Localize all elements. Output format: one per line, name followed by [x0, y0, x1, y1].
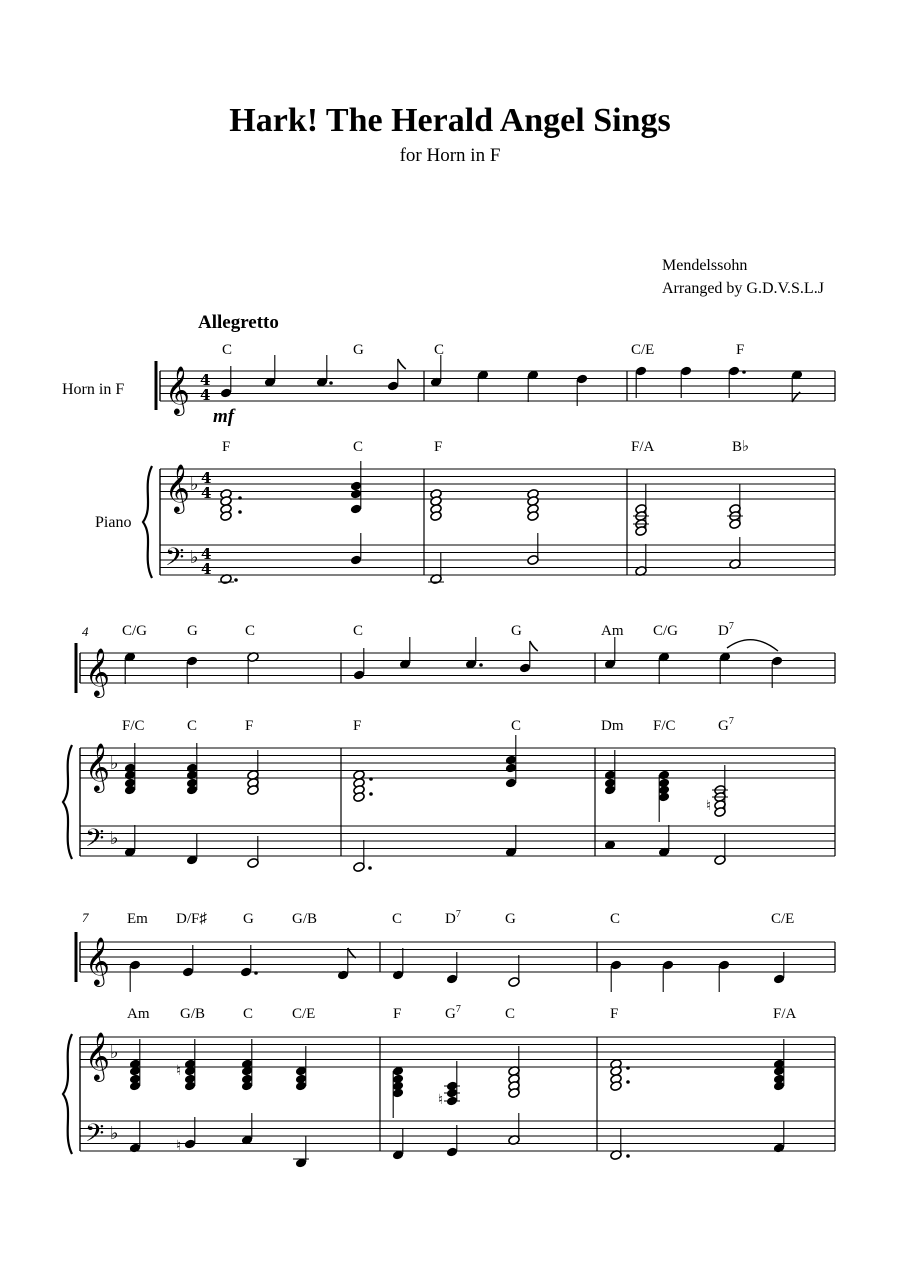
natural-accidental-icon: ♮ — [706, 798, 712, 814]
chord-symbol: G — [243, 911, 254, 927]
chord-symbol: F — [434, 439, 443, 455]
time-signature: 4 — [200, 371, 211, 389]
chord-symbol: C/E — [292, 1006, 316, 1022]
time-signature: 4 — [200, 386, 211, 404]
chord-symbol: C/G — [122, 623, 148, 639]
chord-symbol: Am — [127, 1006, 150, 1022]
chord-symbol: C — [222, 342, 233, 358]
composer: Mendelssohn — [662, 257, 748, 274]
chord-symbol: F — [353, 718, 362, 734]
time-signature: 4 — [201, 484, 212, 502]
chord-symbol: F — [245, 718, 254, 734]
flat-key-signature-icon: ♭ — [190, 547, 199, 568]
chord-symbol: G — [505, 911, 516, 927]
augmentation-dot — [369, 792, 373, 796]
slur — [727, 640, 778, 651]
chord-symbol: F — [736, 342, 745, 358]
piano-brace — [63, 745, 72, 859]
chord-symbol: C — [434, 342, 445, 358]
treble-clef-icon: 𝄞 — [165, 463, 190, 512]
augmentation-dot — [742, 370, 746, 374]
piano-brace — [143, 466, 152, 578]
chord-symbol: $D^7$ — [718, 621, 734, 639]
chord-symbol: C — [353, 623, 364, 639]
time-signature: 4 — [201, 469, 212, 487]
chord-symbol: F — [610, 1006, 619, 1022]
chord-symbol: C — [511, 718, 522, 734]
chord-symbol: C — [245, 623, 256, 639]
chord-symbol: D/F♯ — [176, 911, 207, 927]
chord-symbol: Am — [601, 623, 624, 639]
treble-clef-icon: 𝄞 — [85, 647, 110, 696]
natural-accidental-icon: ♮ — [176, 1063, 182, 1079]
dynamic-marking: mf — [213, 406, 235, 427]
note-flag — [398, 359, 406, 369]
note-flag — [530, 641, 538, 651]
chord-symbol: G/B — [292, 911, 318, 927]
chord-symbol: C/E — [771, 911, 795, 927]
bass-clef-icon: 𝄢 — [165, 543, 185, 578]
augmentation-dot — [479, 663, 483, 667]
chord-symbol: $D^7$ — [445, 909, 461, 927]
chord-symbol: Em — [127, 911, 148, 927]
treble-clef-icon: 𝄞 — [85, 936, 110, 985]
bass-clef-icon: 𝄢 — [85, 824, 105, 859]
score-title: Hark! The Herald Angel Sings — [229, 102, 671, 139]
tempo-marking: Allegretto — [198, 312, 279, 333]
chord-symbol: Dm — [601, 718, 624, 734]
augmentation-dot — [254, 971, 258, 975]
instrument-label-piano: Piano — [95, 514, 132, 531]
chord-symbol: F — [393, 1006, 402, 1022]
augmentation-dot — [626, 1154, 630, 1158]
chord-symbol: F/A — [631, 439, 655, 455]
augmentation-dot — [626, 1080, 630, 1084]
piano-brace — [63, 1034, 72, 1154]
time-signature: 4 — [201, 545, 212, 563]
measure-number: 4 — [82, 624, 89, 639]
chord-symbol: F/A — [773, 1006, 797, 1022]
flat-key-signature-icon: ♭ — [110, 1042, 119, 1063]
chord-symbol: C — [505, 1006, 516, 1022]
chord-symbol: C — [353, 439, 364, 455]
flat-key-signature-icon: ♭ — [110, 753, 119, 774]
score-subtitle: for Horn in F — [399, 145, 501, 166]
augmentation-dot — [238, 510, 242, 514]
treble-clef-icon: 𝄞 — [85, 1031, 110, 1080]
chord-symbol: G — [511, 623, 522, 639]
chord-symbol: C — [610, 911, 621, 927]
flat-key-signature-icon: ♭ — [110, 1123, 119, 1144]
flat-key-signature-icon: ♭ — [190, 474, 199, 495]
chord-symbol: F — [222, 439, 231, 455]
chord-symbol: C — [187, 718, 198, 734]
chord-symbol: C/G — [653, 623, 679, 639]
chord-symbol: C — [392, 911, 403, 927]
augmentation-dot — [369, 777, 373, 781]
treble-clef-icon: 𝄞 — [165, 365, 190, 414]
augmentation-dot — [234, 578, 238, 582]
chord-symbol: F/C — [653, 718, 676, 734]
augmentation-dot — [329, 381, 333, 385]
natural-accidental-icon: ♮ — [176, 1138, 182, 1154]
arranger: Arranged by G.D.V.S.L.J — [662, 280, 824, 297]
natural-accidental-icon: ♮ — [438, 1092, 444, 1108]
bass-clef-icon: 𝄢 — [85, 1119, 105, 1154]
flat-key-signature-icon: ♭ — [110, 828, 119, 849]
chord-symbol: C/E — [631, 342, 655, 358]
measure-number: 7 — [82, 910, 89, 925]
augmentation-dot — [368, 866, 372, 870]
chord-symbol: G — [187, 623, 198, 639]
chord-symbol: G/B — [180, 1006, 206, 1022]
chord-symbol: $G^7$ — [718, 716, 734, 734]
chord-symbol: $G^7$ — [445, 1004, 461, 1022]
augmentation-dot — [626, 1066, 630, 1070]
chord-symbol: B♭ — [732, 439, 750, 455]
augmentation-dot — [238, 496, 242, 500]
chord-symbol: F/C — [122, 718, 145, 734]
chord-symbol: C — [243, 1006, 254, 1022]
treble-clef-icon: 𝄞 — [85, 742, 110, 791]
chord-symbol: G — [353, 342, 364, 358]
instrument-label-horn: Horn in F — [62, 381, 125, 398]
time-signature: 4 — [201, 560, 212, 578]
